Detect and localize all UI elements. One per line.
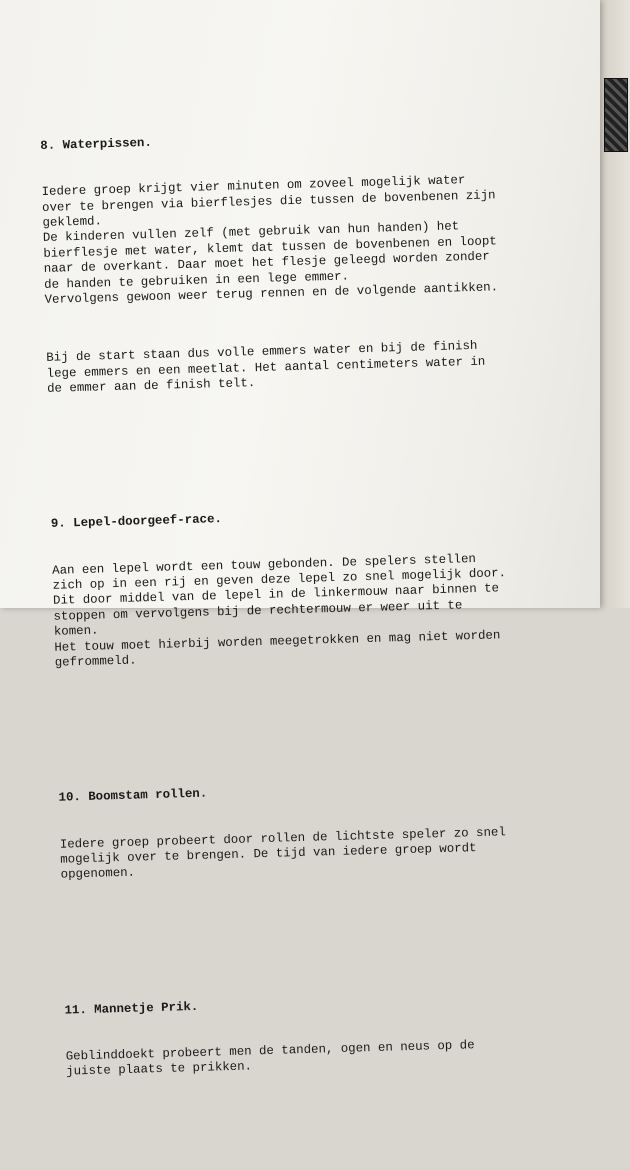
section-8	[39, 94, 568, 429]
section-heading: 11. Mannetje Prik.	[64, 999, 199, 1018]
section-9	[50, 472, 576, 702]
side-sticker-image	[604, 78, 628, 152]
section-heading: 10. Boomstam rollen.	[58, 786, 208, 805]
section-paragraph: Iedere groep krijgt vier minuten om zoveel mogelijk water over te brengen via bierflesjes die tussen de bovenbenen zijn geklemd. De kinderen vullen zelf (met gebruik van hun handen) het bierflesje met water, klemt dat tussen de bovenbenen en loopt naar de overkant. Daar moet het flesje geleegd worden zonder de handen te gebruiken in een lege emmer. Vervolgens gewoon weer terug rennen en de volgende aantikken.	[41, 173, 499, 307]
section-paragraph: Bij de start staan dus volle emmers water en bij de finish lege emmers en een meetlat. Het aantal centimeters water in de emmer aan de finish telt.	[46, 339, 486, 396]
section-paragraph: Iedere groep probeert door rollen de lichtste speler zo snel mogelijk over te brengen. De tijd van iedere groep wordt opgenomen.	[59, 824, 507, 882]
document-body	[38, 47, 589, 1169]
section-11	[63, 958, 587, 1111]
section-heading: 9. Lepel-doorgeef-race.	[50, 512, 223, 532]
section-paragraph: Geblinddoekt probeert men de tanden, ogen en neus op de juiste plaats te prikken.	[65, 1037, 475, 1079]
section-10	[58, 746, 582, 915]
section-paragraph: Aan een lepel wordt een touw gebonden. De spelers stellen zich op in een rij en geven deze lepel zo snel mogelijk door. Dit door middel van de lepel in de linkermouw naar binnen te stoppen om vervolgens bij de rechtermouw er weer uit te komen. Het touw moet hierbij worden meegetrokken en mag niet worden gefrommeld.	[52, 551, 507, 670]
section-heading: 8. Waterpissen.	[40, 135, 153, 153]
